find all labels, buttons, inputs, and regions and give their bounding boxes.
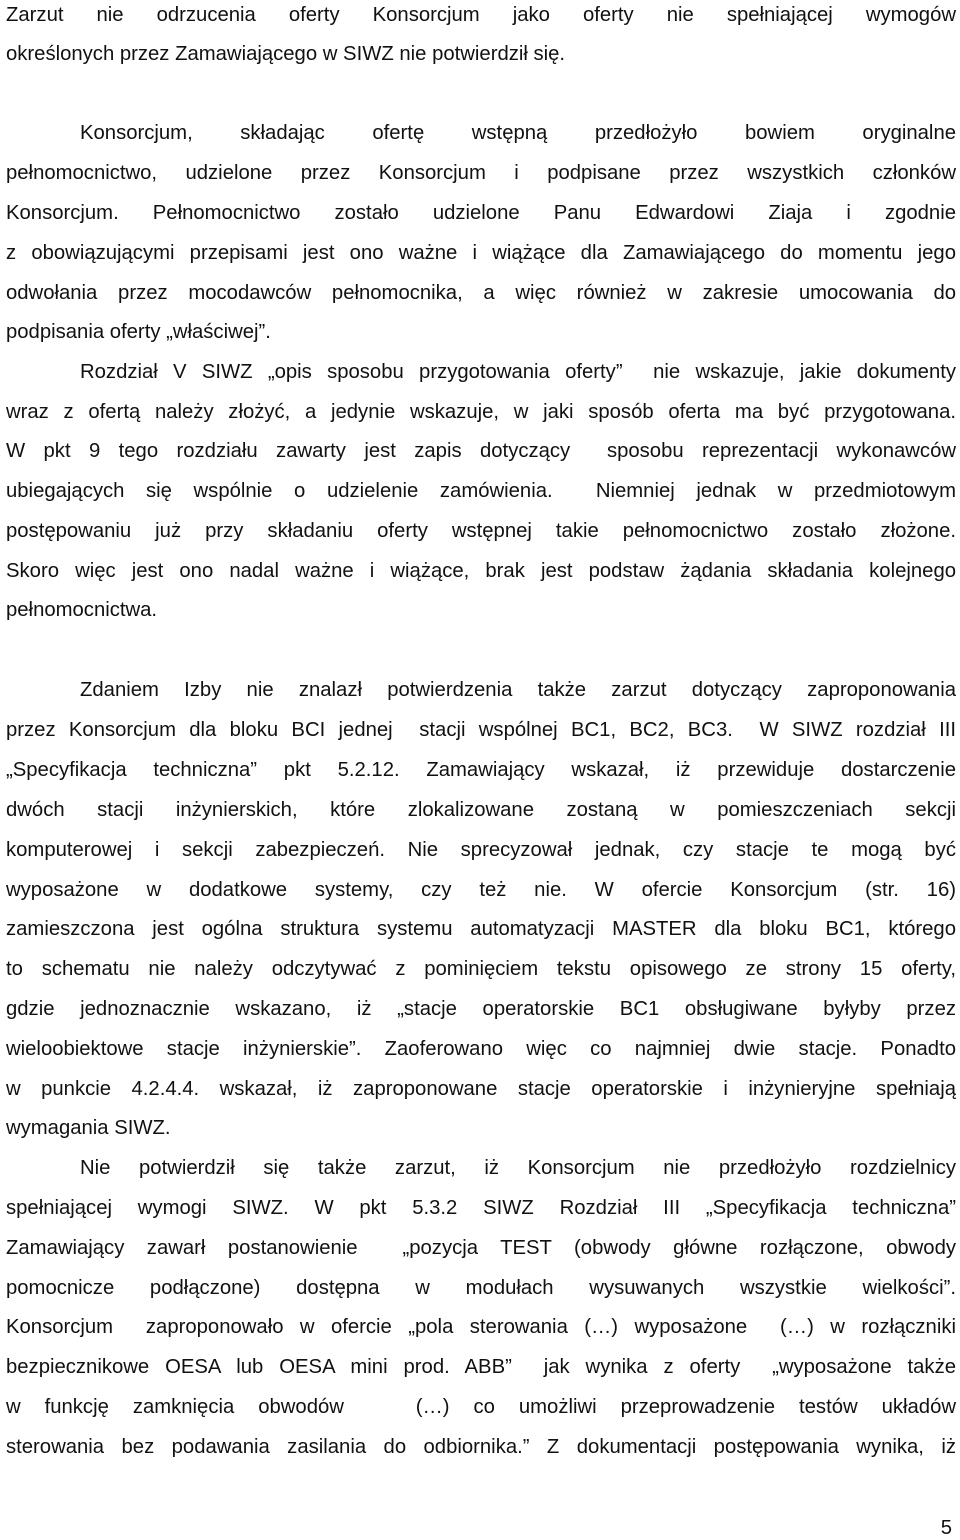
- text-line: spełniającej wymogi SIWZ. W pkt 5.3.2 SIWZ Rozdział III „Specyfikacja techniczna”: [6, 1197, 956, 1219]
- text-line: postępowaniu już przy składaniu oferty wstępnej takie pełnomocnictwo zostało złożone.: [6, 520, 956, 542]
- text-line: Zdaniem Izby nie znalazł potwierdzenia także zarzut dotyczący zaproponowania: [80, 679, 956, 701]
- text-line: Konsorcjum zaproponowało w ofercie „pola sterowania (…) wyposażone (…) w rozłączniki: [6, 1316, 956, 1338]
- text-line: podpisania oferty „właściwej”.: [6, 321, 271, 343]
- text-line: W pkt 9 tego rozdziału zawarty jest zapis dotyczący sposobu reprezentacji wykonawców: [6, 440, 956, 462]
- text-line: Rozdział V SIWZ „opis sposobu przygotowania oferty” nie wskazuje, jakie dokumenty: [80, 361, 956, 383]
- text-line: Zarzut nie odrzucenia oferty Konsorcjum jako oferty nie spełniającej wymogów: [6, 4, 956, 26]
- text-line: wymagania SIWZ.: [6, 1117, 171, 1139]
- text-line: z obowiązującymi przepisami jest ono ważne i wiążące dla Zamawiającego do momentu jego: [6, 242, 956, 264]
- text-line: wieloobiektowe stacje inżynierskie”. Zaoferowano więc co najmniej dwie stacje. Ponadto: [6, 1038, 956, 1060]
- text-line: dwóch stacji inżynierskich, które zlokalizowane zostaną w pomieszczeniach sekcji: [6, 799, 956, 821]
- text-line: gdzie jednoznacznie wskazano, iż „stacje operatorskie BC1 obsługiwane byłyby przez: [6, 998, 956, 1020]
- text-line: pełnomocnictwo, udzielone przez Konsorcjum i podpisane przez wszystkich członków: [6, 162, 956, 184]
- text-line: sterowania bez podawania zasilania do odbiornika.” Z dokumentacji postępowania wynika, iż: [6, 1436, 956, 1458]
- text-line: Zamawiający zawarł postanowienie „pozycja TEST (obwody główne rozłączone, obwody: [6, 1237, 956, 1259]
- text-line: Skoro więc jest ono nadal ważne i wiążące, brak jest podstaw żądania składania kolejnego: [6, 560, 956, 582]
- text-line: w funkcję zamknięcia obwodów (…) co umożliwi przeprowadzenie testów układów: [6, 1396, 956, 1418]
- text-line: przez Konsorcjum dla bloku BCI jednej stacji wspólnej BC1, BC2, BC3. W SIWZ rozdział III: [6, 719, 956, 741]
- page-number: 5: [940, 1517, 952, 1539]
- text-line: Nie potwierdził się także zarzut, iż Konsorcjum nie przedłożyło rozdzielnicy: [80, 1157, 956, 1179]
- text-line: w punkcie 4.2.4.4. wskazał, iż zaproponowane stacje operatorskie i inżynieryjne spełniają: [6, 1078, 956, 1100]
- text-line: to schematu nie należy odczytywać z pominięciem tekstu opisowego ze strony 15 oferty,: [6, 958, 956, 980]
- text-line: wraz z ofertą należy złożyć, a jedynie wskazuje, w jaki sposób oferta ma być przygotowana.: [6, 401, 956, 423]
- text-line: odwołania przez mocodawców pełnomocnika, a więc również w zakresie umocowania do: [6, 282, 956, 304]
- text-line: pomocnicze podłączone) dostępna w modułach wysuwanych wszystkie wielkości”.: [6, 1277, 956, 1299]
- text-line: komputerowej i sekcji zabezpieczeń. Nie sprecyzował jednak, czy stacje te mogą być: [6, 839, 956, 861]
- text-line: ubiegających się wspólnie o udzielenie zamówienia. Niemniej jednak w przedmiotowym: [6, 480, 956, 502]
- text-line: pełnomocnictwa.: [6, 599, 158, 621]
- document-page: [6, 0, 956, 1537]
- text-line: Konsorcjum, składając ofertę wstępną przedłożyło bowiem oryginalne: [80, 122, 956, 144]
- text-line: Konsorcjum. Pełnomocnictwo zostało udzielone Panu Edwardowi Ziaja i zgodnie: [6, 202, 956, 224]
- text-line: określonych przez Zamawiającego w SIWZ nie potwierdził się.: [6, 43, 566, 65]
- text-line: bezpiecznikowe OESA lub OESA mini prod. ABB” jak wynika z oferty „wyposażone także: [6, 1356, 956, 1378]
- text-line: wyposażone w dodatkowe systemy, czy też nie. W ofercie Konsorcjum (str. 16): [6, 879, 956, 901]
- text-line: zamieszczona jest ogólna struktura systemu automatyzacji MASTER dla bloku BC1, którego: [6, 918, 956, 940]
- text-line: „Specyfikacja techniczna” pkt 5.2.12. Zamawiający wskazał, iż przewiduje dostarczenie: [6, 759, 956, 781]
